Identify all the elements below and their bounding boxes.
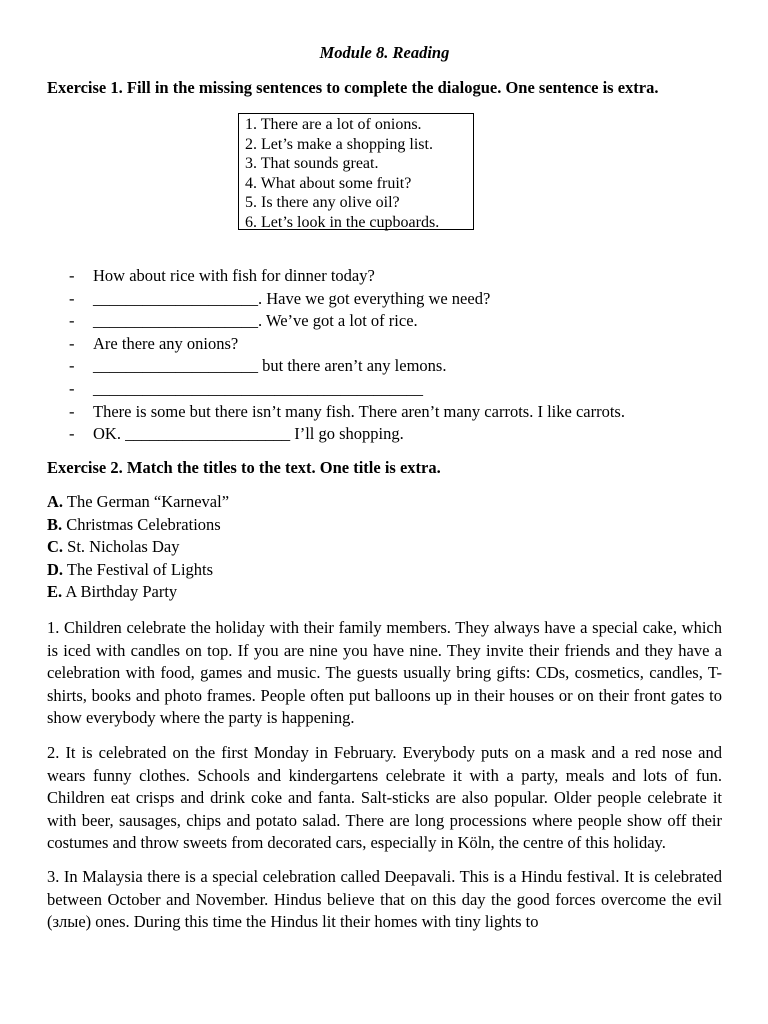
- paragraph-3: 3. In Malaysia there is a special celebration called Deepavali. This is a Hindu festival. It is celebrated between October and November. Hindus believe that on this day the good forces overcome the evil (злые) ones. During this time the Hindus lit their homes with tiny lights to: [47, 867, 722, 932]
- dialogue-text: ____________________. We’ve got a lot of rice.: [93, 311, 418, 331]
- title-option: [47, 536, 229, 559]
- option-6: 6. Let’s look in the cupboards.: [245, 213, 440, 231]
- dash-marker: -: [69, 288, 75, 308]
- dialogue-text: Are there any onions?: [93, 333, 239, 353]
- dialogue-line: [69, 288, 719, 311]
- title-letter: B.: [47, 514, 63, 534]
- paragraph-1: 1. Children celebrate the holiday with their family members. They always have a special cake, which is iced with candles on top. If you are nine you have nine. They invite their friends and they have a celebration with food, games and music. The guests usually bring gifts: CDs, cosmetics, candles, T-shirts, books and photo frames. People often put balloons up in their houses or on their front gates to show everybody where the party is happening.: [47, 618, 722, 728]
- dialogue-text: OK. ____________________ I’ll go shopping.: [93, 424, 404, 444]
- title-letter: A.: [47, 492, 64, 511]
- exercise-1-title: Exercise 1. Fill in the missing sentences to complete the dialogue. One sentence is extra.: [47, 78, 659, 97]
- option-5: 5. Is there any olive oil?: [245, 194, 400, 212]
- dialogue-text: ____________________. Have we got everything we need?: [93, 288, 491, 308]
- option-4: 4. What about some fruit?: [245, 174, 412, 192]
- title-option: [47, 581, 229, 604]
- module-title: Module 8. Reading: [319, 43, 450, 62]
- dialogue-line: [69, 265, 719, 288]
- option-1: 1. There are a lot of onions.: [245, 116, 422, 133]
- title-letter: C.: [47, 537, 64, 557]
- sentence-options-box: [238, 113, 474, 230]
- dash-marker: -: [69, 333, 75, 353]
- title-letter: E.: [47, 582, 63, 602]
- dialogue-line: [69, 378, 719, 401]
- dash-marker: -: [69, 266, 75, 285]
- title-text: A Birthday Party: [65, 582, 178, 602]
- dash-marker: -: [69, 311, 75, 331]
- option-2: 2. Let’s make a shopping list.: [245, 135, 433, 153]
- dialogue-text: There is some but there isn’t many fish. There aren’t many carrots. I like carrots.: [93, 401, 625, 421]
- option-3: 3. That sounds great.: [245, 155, 379, 173]
- title-option: [47, 559, 229, 582]
- dialogue-line: [69, 310, 719, 333]
- title-option: [47, 514, 229, 537]
- dash-marker: -: [69, 356, 75, 376]
- dash-marker: -: [69, 424, 75, 444]
- title-option: [47, 491, 229, 514]
- dialogue-text: ________________________________________: [93, 378, 423, 398]
- exercise-2-title: Exercise 2. Match the titles to the text. One title is extra.: [47, 458, 441, 477]
- dash-marker: -: [69, 378, 75, 398]
- dash-marker: -: [69, 401, 75, 421]
- dialogue-line: [69, 423, 719, 446]
- dialogue-line: [69, 401, 719, 424]
- paragraph-2: 2. It is celebrated on the first Monday in February. Everybody puts on a mask and a red nose and wears funny clothes. Schools and kindergartens celebrate it with a party, meals and lots of fun. Children eat crisps and drink coke and fanta. Salt-sticks are also popular. Older people celebrate it with beer, sausages, chips and potato salad. There are long processions where people show off their costumes and throw sweets from decorated cars, especially in Köln, the centre of this holiday.: [47, 743, 722, 853]
- dialogue-text: ____________________ but there aren’t any lemons.: [93, 356, 447, 376]
- title-options-list: [47, 491, 229, 604]
- title-letter: D.: [47, 559, 64, 579]
- title-text: The German “Karneval”: [66, 492, 230, 511]
- dialogue: [69, 265, 719, 446]
- dialogue-line: [69, 355, 719, 378]
- dialogue-text: How about rice with fish for dinner today?: [93, 266, 375, 285]
- dialogue-line: [69, 333, 719, 356]
- title-text: The Festival of Lights: [66, 559, 214, 579]
- title-text: Christmas Celebrations: [66, 514, 221, 534]
- title-text: St. Nicholas Day: [67, 537, 180, 557]
